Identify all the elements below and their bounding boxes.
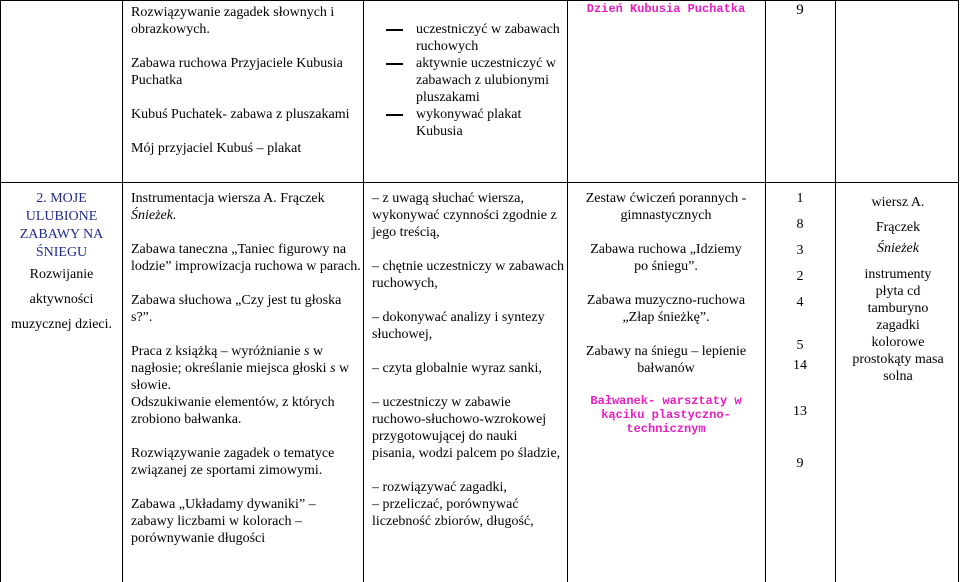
goal-item: – chętnie uczestniczy w zabawach ruchowych,: [372, 259, 565, 291]
goal-item: – uczestniczy w zabawie ruchowo-słuchowo-wzrokowej przygotowującej do nauki pisania, wodzi palcem po śladzie,: [372, 395, 561, 461]
goals-cell: [372, 190, 564, 530]
form-item: Zabawa muzyczno-ruchowa „Złap śnieżkę”.: [586, 293, 746, 325]
activity-text: w słowie.: [131, 361, 350, 393]
grid-line: [567, 0, 568, 582]
top-col2-item: Kubuś Puchatek- zabawa z pluszakami: [131, 107, 350, 122]
activity-text-italic: Śnieżek.: [131, 208, 177, 223]
activity-item: Zabawa „Układamy dywaniki” – zabawy liczbami w kolorach – porównywanie długości: [131, 497, 316, 546]
top-col2-item: Mój przyjaciel Kubuś – plakat: [131, 141, 302, 156]
dash-icon: [386, 114, 403, 116]
grid-line: [0, 182, 959, 183]
form-item: Zestaw ćwiczeń porannych - gimnastycznych: [585, 191, 747, 223]
top-col3-item: wykonywać plakat Kubusia: [416, 107, 522, 139]
materials-cell: [840, 190, 956, 385]
grid-line: [122, 0, 123, 582]
activity-text-italic: s: [303, 344, 310, 359]
numbers-cell: [765, 190, 835, 472]
grid-line: [0, 0, 959, 1]
activity-text: Instrumentacja wiersza A. Frączek: [131, 191, 325, 206]
workshop-item: Bałwanek- warsztaty w kąciku plastyczno-technicznym: [590, 394, 742, 436]
activity-item: [131, 190, 361, 224]
top-col2-item: Rozwiązywanie zagadek słownych i obrazkowych.: [131, 5, 335, 37]
activity-item: Zabawa słuchowa „Czy jest tu głoska s?”.: [131, 293, 342, 325]
activities-cell: [131, 190, 361, 547]
top-col3-item: uczestniczyć w zabawach ruchowych: [416, 22, 560, 54]
theme-subtitle: Rozwijanie aktywności muzycznej dzieci.: [10, 267, 113, 332]
material-item: instrumenty płyta cd tamburyno zagadki kolorowe prostokąty masa solna: [852, 267, 944, 384]
day-title: Dzień Kubusia Puchatka: [586, 2, 746, 16]
theme-cell: [1, 190, 122, 337]
goal-item: – z uwagą słuchać wiersza, wykonywać czynności zgodnie z jego treścią,: [372, 191, 557, 240]
activity-item: Odszukiwanie elementów, z których zrobiono bałwanka.: [131, 395, 335, 427]
goal-item: – czyta globalnie wyraz sanki,: [372, 361, 542, 376]
dash-icon: [386, 63, 403, 65]
top-col4: [567, 2, 765, 16]
forms-cell: [572, 190, 760, 436]
activity-item: Zabawa taneczna „Taniec figurowy na lodzie” improwizacja ruchowa w parach.: [131, 242, 361, 274]
number-item: 2: [796, 269, 804, 284]
number-item: 13: [793, 404, 807, 419]
top-col2: [131, 4, 356, 157]
number-item: 1: [796, 191, 804, 206]
day-number: 9: [796, 2, 804, 18]
grid-line: [958, 0, 959, 582]
goal-item: – rozwiązywać zagadki,: [372, 480, 507, 495]
top-col5: [765, 2, 835, 19]
number-item: 5: [796, 338, 804, 353]
number-item: 4: [796, 295, 804, 310]
theme-title: 2. MOJE ULUBIONE ZABAWY NA ŚNIEGU: [19, 191, 104, 260]
goal-item: – przeliczać, porównywać liczebność zbiorów, długość,: [372, 497, 534, 529]
form-item: Zabawy na śniegu – lepienie bałwanów: [585, 344, 747, 376]
material-item-italic: Śnieżek: [877, 241, 919, 256]
dash-icon: [386, 29, 403, 31]
top-col2-item: Zabawa ruchowa Przyjaciele Kubusia Puchatka: [131, 56, 343, 88]
activity-text-italic: s: [330, 361, 336, 376]
goal-item: – dokonywać analizy i syntezy słuchowej,: [372, 310, 545, 342]
top-col3: [390, 21, 565, 140]
number-item: 8: [796, 217, 804, 232]
grid-line: [835, 0, 836, 582]
number-item: 9: [796, 456, 804, 471]
activity-text: Praca z książką – wyróżnianie: [131, 344, 304, 359]
activity-item: [131, 343, 361, 394]
material-item: wiersz A. Frączek: [871, 195, 925, 235]
form-item: Zabawa ruchowa „Idziemy po śniegu”.: [590, 242, 742, 274]
grid-line: [363, 0, 364, 582]
number-item: 14: [793, 358, 807, 373]
number-item: 3: [796, 243, 804, 258]
top-col3-item: aktywnie uczestniczyć w zabawach z ulubionymi pluszakami: [416, 56, 556, 105]
activity-text: w nagłosie; określanie miejsca głoski: [131, 344, 331, 376]
activity-item: Rozwiązywanie zagadek o tematyce związanej ze sportami zimowymi.: [131, 446, 335, 478]
